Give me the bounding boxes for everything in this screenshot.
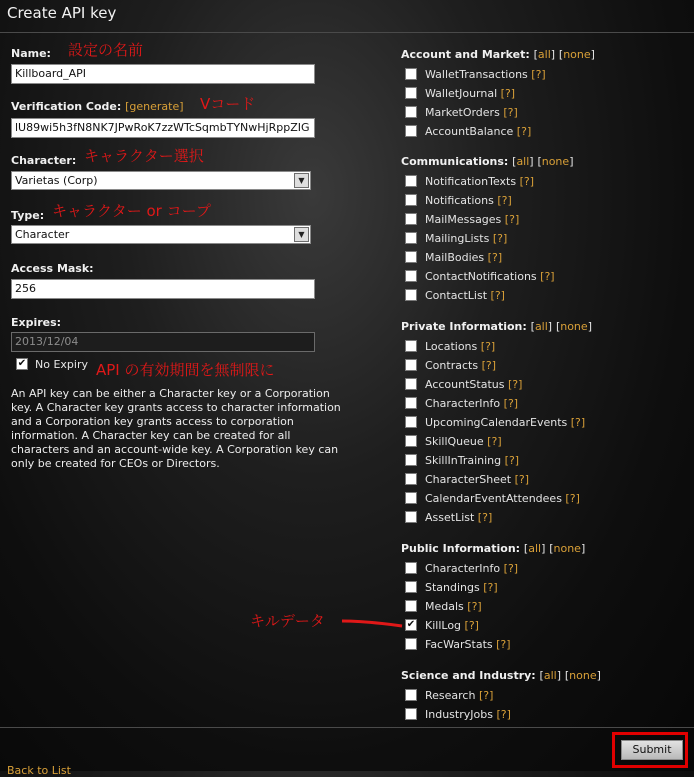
- select-all-link[interactable]: all: [537, 48, 551, 61]
- permission-name: MailBodies: [425, 251, 485, 264]
- help-link[interactable]: ?: [494, 289, 501, 302]
- select-none-link[interactable]: none: [541, 155, 570, 168]
- help-link[interactable]: ?: [507, 397, 514, 410]
- submit-button[interactable]: Submit: [621, 740, 683, 760]
- permission-checkbox[interactable]: [405, 175, 417, 187]
- select-all-link[interactable]: all: [543, 669, 557, 682]
- permission-checkbox[interactable]: [405, 435, 417, 447]
- permission-checkbox[interactable]: [405, 68, 417, 80]
- generate-link[interactable]: generate: [129, 100, 180, 113]
- permission-checkbox[interactable]: [405, 213, 417, 225]
- permission-name: SkillQueue: [425, 435, 484, 448]
- help-link[interactable]: ?: [544, 270, 551, 283]
- annotation-arrow: [340, 616, 406, 632]
- section-title: Account and Market: [all] [none]: [401, 48, 595, 61]
- section-title-text: Science and Industry:: [401, 669, 536, 682]
- section-title: Science and Industry: [all] [none]: [401, 669, 601, 682]
- help-link[interactable]: ?: [535, 68, 542, 81]
- permission-name: Medals: [425, 600, 464, 613]
- character-annotation: キャラクター選択: [84, 147, 204, 165]
- permission-name: CharacterSheet: [425, 473, 512, 486]
- permission-checkbox[interactable]: [405, 511, 417, 523]
- verification-code-input[interactable]: lU89wi5h3fN8NK7JPwRoK7zzWTcSqmbTYNwHjRppZIG: [11, 118, 315, 138]
- character-selected-value: Varietas (Corp): [15, 174, 98, 187]
- permission-checkbox[interactable]: [405, 194, 417, 206]
- page-title: Create API key: [7, 4, 117, 22]
- killlog-annotation: キルデータ: [250, 612, 325, 630]
- permission-checkbox[interactable]: [405, 378, 417, 390]
- help-link[interactable]: ?: [508, 454, 515, 467]
- permission-name: ContactNotifications: [425, 270, 537, 283]
- permission-checkbox[interactable]: ✔: [406, 619, 416, 630]
- verification-annotation: Vコード: [200, 95, 256, 113]
- permission-checkbox[interactable]: [405, 125, 417, 137]
- select-all-link[interactable]: all: [516, 155, 530, 168]
- permission-name: SkillInTraining: [425, 454, 502, 467]
- permission-checkbox[interactable]: [405, 600, 417, 612]
- help-link[interactable]: ?: [487, 581, 494, 594]
- chevron-down-icon[interactable]: ▼: [294, 227, 309, 242]
- name-label: Name:: [11, 47, 51, 60]
- permission-name: Research: [425, 689, 476, 702]
- permission-checkbox[interactable]: [405, 638, 417, 650]
- permission-name: IndustryJobs: [425, 708, 493, 721]
- permission-name: KillLog: [425, 619, 462, 632]
- permission-checkbox[interactable]: [405, 581, 417, 593]
- permission-checkbox[interactable]: [405, 232, 417, 244]
- api-key-description: An API key can be either a Character key or a Corporation key. A Character key grants access to character information and a Corporation key grants access to corporation information. A Character key can be created for all characters and an account-wide key. A Corporation key can only be created for CEOs or Directors.: [11, 387, 341, 470]
- access-mask-label: Access Mask:: [11, 262, 94, 275]
- permission-name: WalletJournal: [425, 87, 498, 100]
- no-expiry-annotation: API の有効期間を無制限に: [96, 361, 275, 379]
- permission-name: CalendarEventAttendees: [425, 492, 562, 505]
- permission-name: WalletTransactions: [425, 68, 528, 81]
- permission-checkbox[interactable]: [405, 87, 417, 99]
- permission-checkbox[interactable]: [405, 454, 417, 466]
- help-link[interactable]: ?: [509, 213, 515, 226]
- section-title: Private Information: [all] [none]: [401, 320, 592, 333]
- permission-name: Standings: [425, 581, 480, 594]
- permission-checkbox[interactable]: [405, 340, 417, 352]
- section-title: Public Information: [all] [none]: [401, 542, 586, 555]
- permission-name: NotificationTexts: [425, 175, 517, 188]
- select-none-link[interactable]: none: [560, 320, 588, 333]
- permission-name: CharacterInfo: [425, 562, 501, 575]
- help-link[interactable]: ?: [468, 619, 475, 632]
- permission-name: MailingLists: [425, 232, 490, 245]
- section-title-text: Communications:: [401, 155, 509, 168]
- help-link[interactable]: ?: [500, 638, 507, 651]
- name-annotation: 設定の名前: [68, 41, 144, 59]
- expires-label: Expires:: [11, 316, 62, 329]
- title-divider: [0, 32, 694, 33]
- help-link[interactable]: ?: [497, 232, 503, 245]
- permission-name: CharacterInfo: [425, 397, 501, 410]
- section-title: Communications: [all] [none]: [401, 155, 574, 168]
- help-link[interactable]: ?: [483, 689, 490, 702]
- help-link[interactable]: ?: [485, 340, 491, 353]
- permission-name: UpcomingCalendarEvents: [425, 416, 568, 429]
- permission-name: AccountStatus: [425, 378, 505, 391]
- permission-checkbox[interactable]: [405, 689, 417, 701]
- type-label: Type:: [11, 209, 45, 222]
- character-label: Character:: [11, 154, 77, 167]
- permission-checkbox[interactable]: [405, 359, 417, 371]
- help-link[interactable]: ?: [491, 251, 498, 264]
- type-annotation: キャラクター or コープ: [52, 202, 211, 220]
- select-none-link[interactable]: none: [553, 542, 581, 555]
- verification-label: Verification Code: [generate]: [11, 100, 184, 113]
- permission-checkbox[interactable]: [405, 106, 417, 118]
- help-link[interactable]: ?: [471, 600, 478, 613]
- help-link[interactable]: ?: [491, 435, 498, 448]
- permission-checkbox[interactable]: [405, 397, 417, 409]
- character-select[interactable]: [11, 171, 311, 190]
- help-link[interactable]: ?: [512, 378, 519, 391]
- help-link[interactable]: ?: [521, 125, 527, 138]
- help-link[interactable]: ?: [507, 562, 514, 575]
- help-link[interactable]: ?: [523, 175, 530, 188]
- section-title-text: Account and Market:: [401, 48, 530, 61]
- help-link[interactable]: ?: [569, 492, 576, 505]
- permission-checkbox[interactable]: [405, 562, 417, 574]
- help-link[interactable]: ?: [485, 359, 492, 372]
- permission-checkbox[interactable]: [405, 473, 417, 485]
- permission-checkbox[interactable]: [405, 416, 417, 428]
- help-link[interactable]: ?: [507, 106, 514, 119]
- no-expiry-label: No Expiry: [35, 358, 88, 371]
- help-link[interactable]: ?: [575, 416, 581, 429]
- expires-input: 2013/12/04: [11, 332, 315, 352]
- select-all-link[interactable]: all: [534, 320, 548, 333]
- permission-checkbox[interactable]: [405, 270, 417, 282]
- footer-divider: [0, 727, 694, 728]
- permission-name: AssetList: [425, 511, 475, 524]
- permission-name: ContactList: [425, 289, 488, 302]
- chevron-down-icon[interactable]: ▼: [294, 173, 309, 188]
- help-link[interactable]: ?: [482, 511, 488, 524]
- permission-name: AccountBalance: [425, 125, 514, 138]
- help-link[interactable]: ?: [518, 473, 525, 486]
- access-mask-input[interactable]: 256: [11, 279, 315, 299]
- type-selected-value: Character: [15, 228, 70, 241]
- permission-name: MailMessages: [425, 213, 502, 226]
- select-none-link[interactable]: none: [569, 669, 597, 682]
- verification-label-text: Verification Code:: [11, 100, 122, 113]
- help-link[interactable]: ?: [504, 87, 511, 100]
- permission-checkbox[interactable]: [405, 251, 417, 263]
- select-none-link[interactable]: none: [563, 48, 591, 61]
- type-select[interactable]: [11, 225, 311, 244]
- permission-checkbox[interactable]: [405, 492, 417, 504]
- section-title-text: Private Information:: [401, 320, 527, 333]
- back-to-list-link[interactable]: Back to List: [7, 764, 71, 777]
- select-all-link[interactable]: all: [528, 542, 542, 555]
- no-expiry-checkbox[interactable]: ✔: [17, 358, 27, 369]
- permission-name: FacWarStats: [425, 638, 493, 651]
- permission-checkbox[interactable]: [405, 289, 417, 301]
- permission-checkbox[interactable]: [405, 708, 417, 720]
- permission-name: Notifications: [425, 194, 494, 207]
- help-link[interactable]: ?: [500, 708, 507, 721]
- permission-name: Locations: [425, 340, 478, 353]
- section-title-text: Public Information:: [401, 542, 521, 555]
- help-link[interactable]: ?: [501, 194, 508, 207]
- name-input[interactable]: Killboard_API: [11, 64, 315, 84]
- permission-name: Contracts: [425, 359, 479, 372]
- permission-name: MarketOrders: [425, 106, 500, 119]
